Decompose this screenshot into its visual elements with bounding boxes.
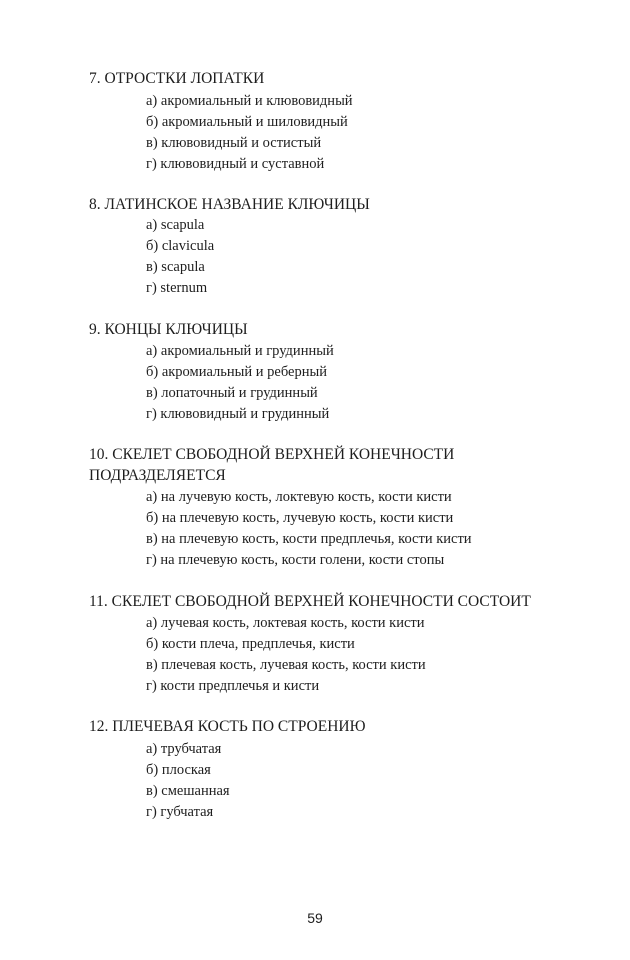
- question-12-option-b: б) плоская: [146, 762, 211, 778]
- question-12-option-a: а) трубчатая: [146, 741, 222, 757]
- question-7-option-d: г) клювовидный и суставной: [146, 156, 325, 172]
- question-10-option-c: в) на плечевую кость, кости предплечья, кости кисти: [146, 531, 472, 547]
- question-7-option-c: в) клювовидный и остистый: [146, 135, 322, 151]
- question-10-option-b: б) на плечевую кость, лучевую кость, кости кисти: [146, 510, 454, 526]
- question-10-option-a: а) на лучевую кость, локтевую кость, кости кисти: [146, 489, 452, 505]
- question-8-title: 8. ЛАТИНСКОЕ НАЗВАНИЕ КЛЮЧИЦЫ: [89, 196, 370, 213]
- question-8-option-b: б) clavicula: [146, 238, 215, 254]
- question-10-title-line-1: 10. СКЕЛЕТ СВОБОДНОЙ ВЕРХНЕЙ КОНЕЧНОСТИ: [89, 446, 455, 463]
- question-9-option-a: а) акромиальный и грудинный: [146, 343, 334, 359]
- question-9-option-b: б) акромиальный и реберный: [146, 364, 327, 380]
- page-number: 59: [307, 910, 323, 926]
- question-9-option-d: г) клювовидный и грудинный: [146, 406, 330, 422]
- question-7-option-b: б) акромиальный и шиловидный: [146, 114, 348, 130]
- question-11-option-c: в) плечевая кость, лучевая кость, кости кисти: [146, 657, 426, 673]
- question-12-option-d: г) губчатая: [146, 804, 214, 820]
- question-11-title: 11. СКЕЛЕТ СВОБОДНОЙ ВЕРХНЕЙ КОНЕЧНОСТИ СОСТОИТ: [89, 593, 531, 610]
- question-9-title: 9. КОНЦЫ КЛЮЧИЦЫ: [89, 321, 248, 338]
- question-7-option-a: а) акромиальный и клювовидный: [146, 93, 353, 109]
- question-11-option-a: а) лучевая кость, локтевая кость, кости кисти: [146, 615, 425, 631]
- question-11-option-d: г) кости предплечья и кисти: [146, 678, 320, 694]
- question-8-option-a: а) scapula: [146, 217, 205, 233]
- question-12-option-c: в) смешанная: [146, 783, 230, 799]
- question-9-option-c: в) лопаточный и грудинный: [146, 385, 318, 401]
- question-10-title-line-2: ПОДРАЗДЕЛЯЕТСЯ: [89, 467, 226, 484]
- question-10-option-d: г) на плечевую кость, кости голени, кости стопы: [146, 552, 445, 568]
- question-12-title: 12. ПЛЕЧЕВАЯ КОСТЬ ПО СТРОЕНИЮ: [89, 718, 366, 735]
- question-8-option-c: в) scapula: [146, 259, 205, 275]
- question-8-option-d: г) sternum: [146, 280, 208, 296]
- question-11-option-b: б) кости плеча, предплечья, кисти: [146, 636, 355, 652]
- question-7-title: 7. ОТРОСТКИ ЛОПАТКИ: [89, 70, 265, 87]
